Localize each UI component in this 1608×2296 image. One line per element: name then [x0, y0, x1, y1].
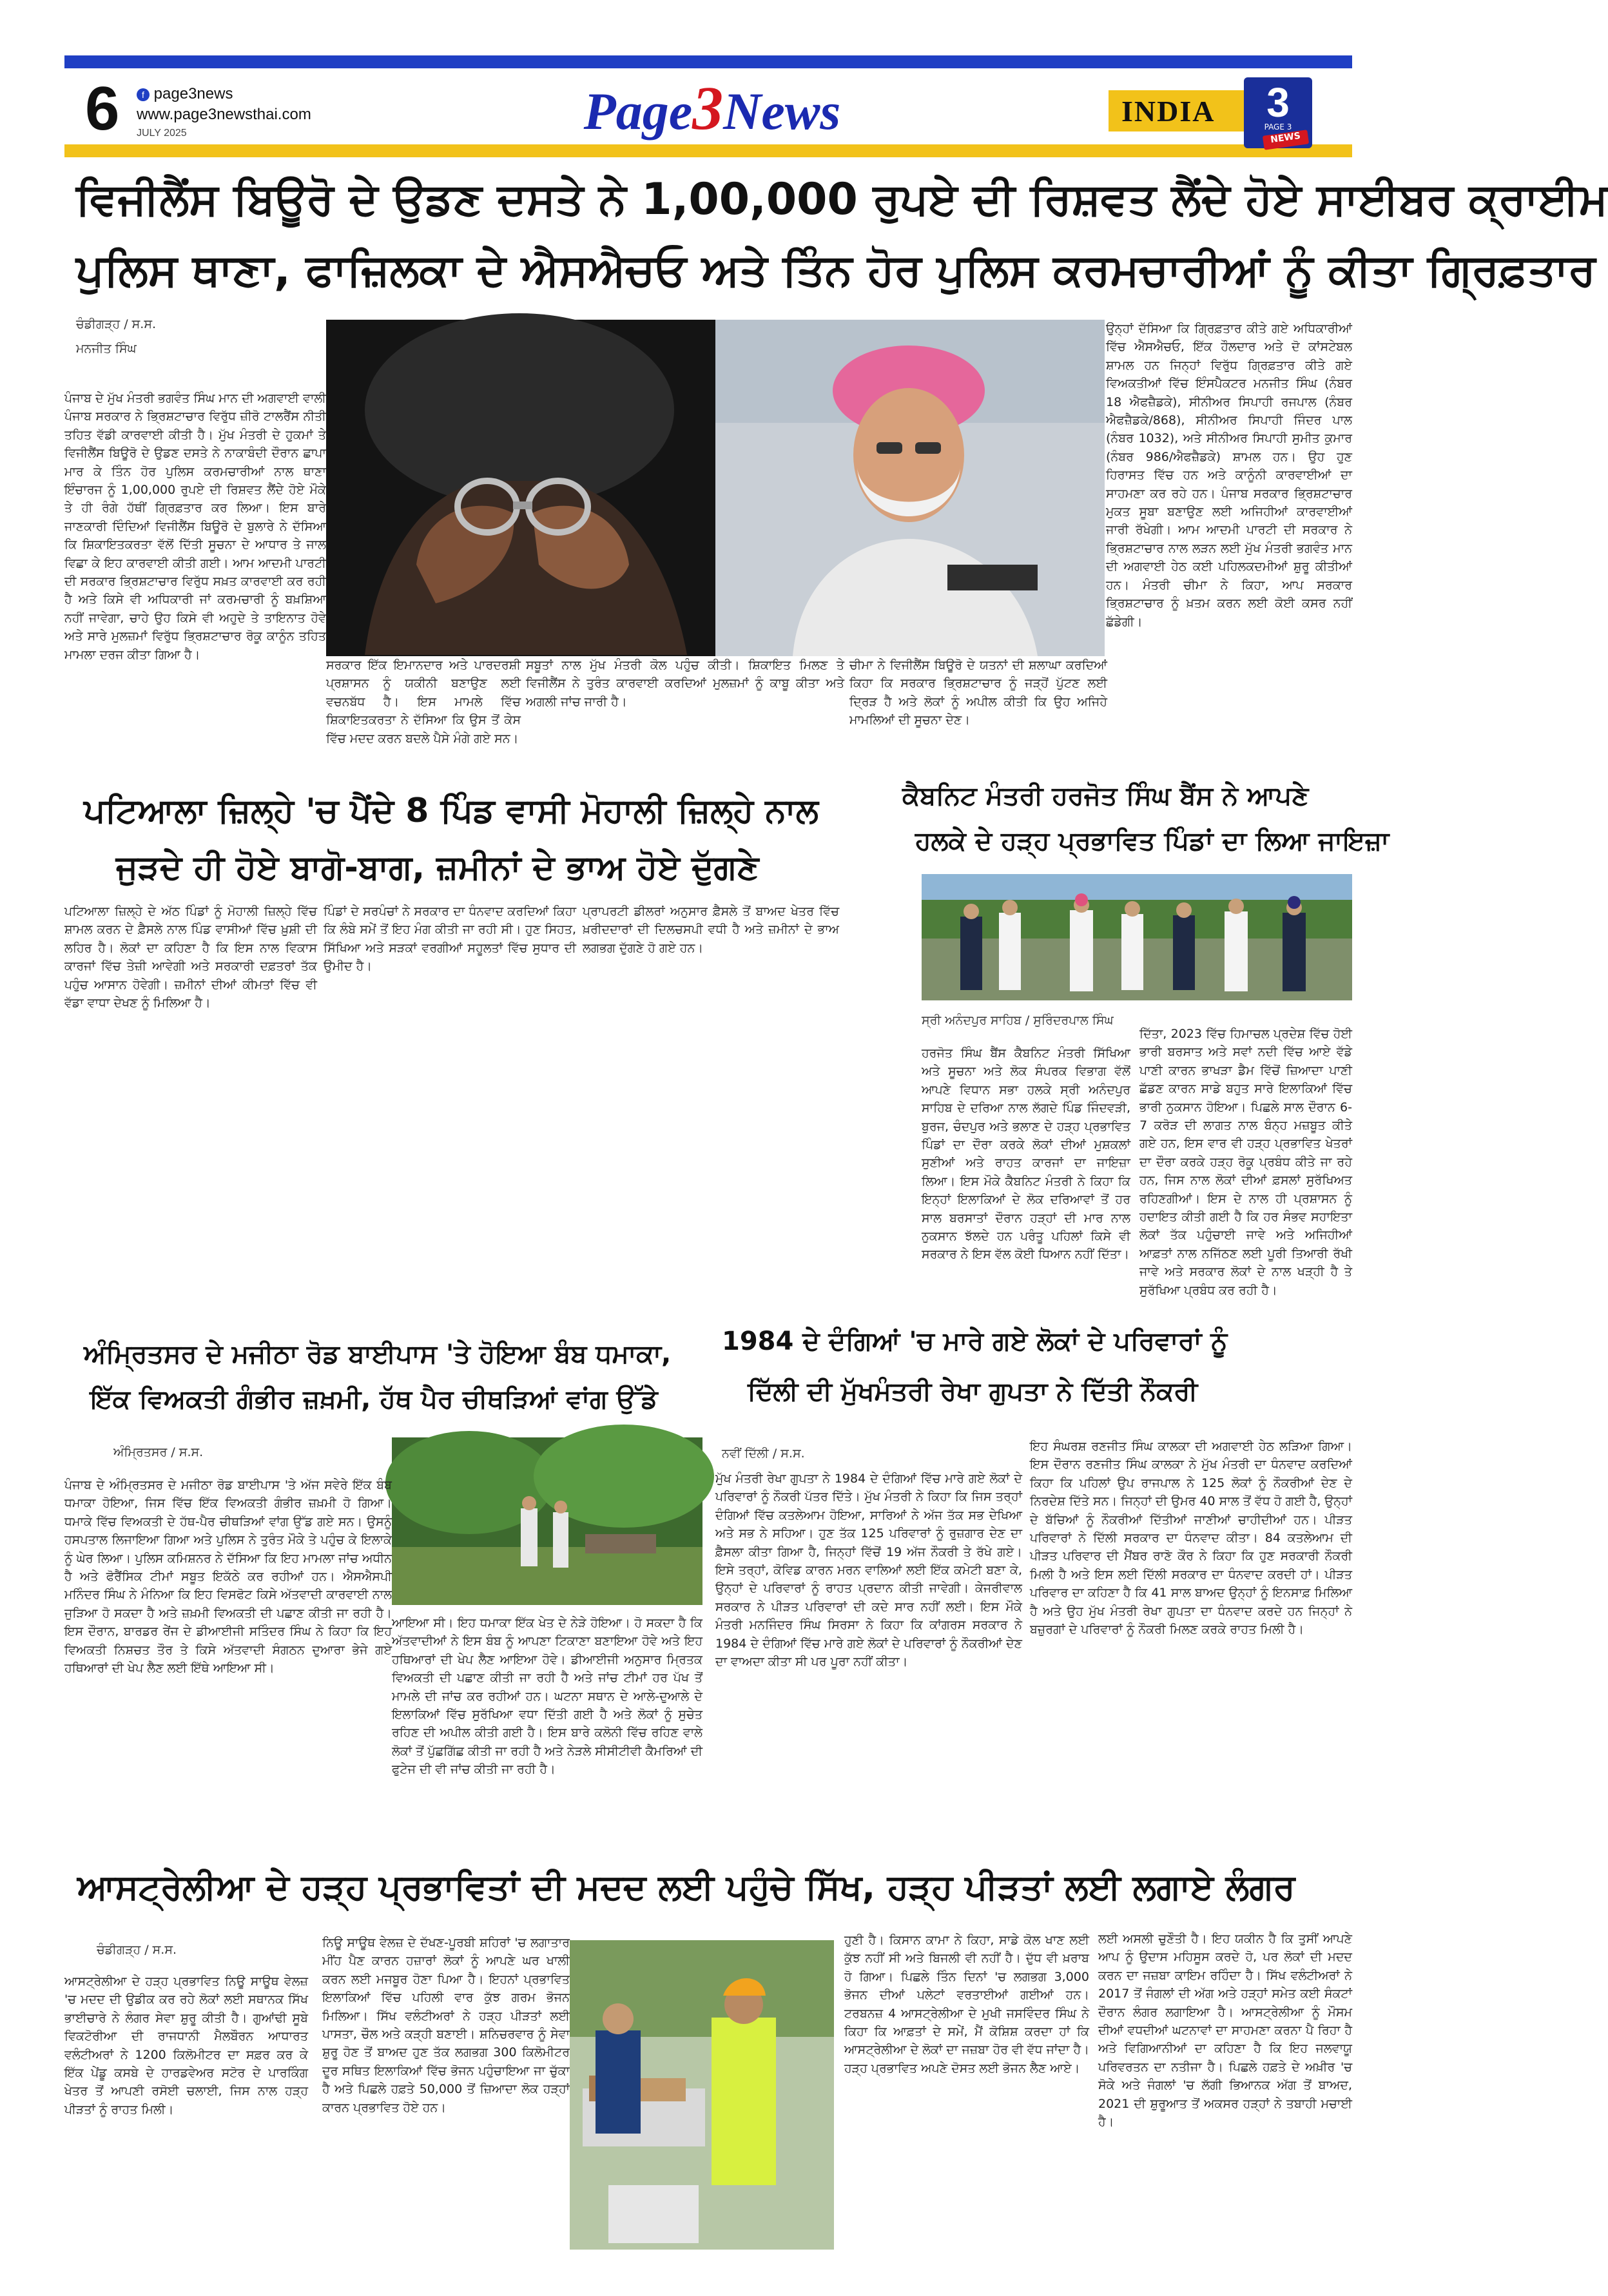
badge-number: 3 — [1266, 79, 1290, 126]
date-line: JULY 2025 — [137, 128, 187, 139]
langar-photo — [570, 1940, 834, 2250]
lead-column-5: ਉਨ੍ਹਾਂ ਦੱਸਿਆ ਕਿ ਗ੍ਰਿਫ਼ਤਾਰ ਕੀਤੇ ਗਏ ਅਧਿਕਾਰੀਆਂ ਵਿੱਚ ਐਸਐਚਓ, ਇੱਕ ਹੌਲਦਾਰ ਅਤੇ ਦੋ ਕਾਂਸਟੇਬਲ ਸ਼ਾਮਲ ਹਨ ਜਿਨ੍ਹਾਂ ਵਿਰੁੱਧ ਗ੍ਰਿਫ਼ਤਾਰ ਕੀਤੇ ਗਏ ਵਿਅਕਤੀਆਂ ਵਿੱਚ ਇੰਸਪੈਕਟਰ ਮਨਜੀਤ ਸਿੰਘ (ਨੰਬਰ 18 ਐਫਜ਼ੈਡਕੇ), ਸੀਨੀਅਰ ਸਿਪਾਹੀ ਰਜਪਾਲ (ਨੰਬਰ ਐਫਜ਼ੈਡਕੇ/868), ਸੀਨੀਅਰ ਸਿਪਾਹੀ ਜਿੰਦਰ ਪਾਲ (ਨੰਬਰ 1032), ਅਤੇ ਸੀਨੀਅਰ ਸਿਪਾਹੀ ਸੁਮੀਤ ਕੁਮਾਰ (ਨੰਬਰ 986/ਐਫਜ਼ੈਡਕੇ) ਸ਼ਾਮਲ ਹਨ। ਉਹ ਹੁਣ ਹਿਰਾਸਤ ਵਿੱਚ ਹਨ ਅਤੇ ਕਾਨੂੰਨੀ ਕਾਰਵਾਈਆਂ ਦਾ ਸਾਹਮਣਾ ਕਰ ਰਹੇ ਹਨ। ਪੰਜਾਬ ਸਰਕਾਰ ਭ੍ਰਿਸ਼ਟਾਚਾਰ ਮੁਕਤ ਸੂਬਾ ਬਣਾਉਣ ਲਈ ਅਜਿਹੀਆਂ ਕਾਰਵਾਈਆਂ ਜਾਰੀ ਰੱਖੇਗੀ। ਆਮ ਆਦਮੀ ਪਾਰਟੀ ਦੀ ਸਰਕਾਰ ਨੇ ਭ੍ਰਿਸ਼ਟਾਚਾਰ ਨਾਲ ਲੜਨ ਲਈ ਮੁੱਖ ਮੰਤਰੀ ਭਗਵੰਤ ਮਾਨ ਦੀ ਅਗਵਾਈ ਹੇਠ ਕਈ ਪਹਿਲਕਦਮੀਆਂ ਸ਼ੁਰੂ ਕੀਤੀਆਂ ਹਨ। ਮੰਤਰੀ ਚੀਮਾ ਨੇ ਕਿਹਾ, ਆਪ ਸਰਕਾਰ ਭ੍ਰਿਸ਼ਟਾਚਾਰ ਨੂੰ ਖ਼ਤਮ ਕਰਨ ਲਈ ਕੋਈ ਕਸਰ ਨਹੀਂ ਛੱਡੇਗੀ। — [1106, 322, 1352, 629]
edition-label: INDIA — [1121, 95, 1216, 128]
australia-dateline: ਚੰਡੀਗੜ੍ਹ / ਸ.ਸ. — [97, 1943, 177, 1957]
badge-news-tag: NEWS — [1263, 130, 1309, 150]
australia-column-2: ਨਿਊ ਸਾਊਥ ਵੇਲਜ਼ ਦੇ ਦੱਖਣ-ਪੂਰਬੀ ਸ਼ਹਿਰਾਂ 'ਚ ਲਗਾਤਾਰ ਮੀਂਹ ਪੈਣ ਕਾਰਨ ਹਜ਼ਾਰਾਂ ਲੋਕਾਂ ਨੂੰ ਆਪਣੇ ਘਰ ਖਾਲੀ ਕਰਨ ਲਈ ਮਜਬੂਰ ਹੋਣਾ ਪਿਆ ਹੈ। ਇਹਨਾਂ ਪ੍ਰਭਾਵਿਤ ਇਲਾਕਿਆਂ ਵਿੱਚ ਪਹਿਲੀ ਵਾਰ ਕੁੱਝ ਗਰਮ ਭੋਜਨ ਮਿਲਿਆ। ਸਿੱਖ ਵਲੰਟੀਅਰਾਂ ਨੇ ਹੜ੍ਹ ਪੀੜਤਾਂ ਲਈ ਪਾਸਤਾ, ਚੌਲ ਅਤੇ ਕੜ੍ਹੀ ਬਣਾਈ। ਸ਼ਨਿਚਰਵਾਰ ਨੂੰ ਸੇਵਾ ਸ਼ੁਰੂ ਹੋਣ ਤੋਂ ਬਾਅਦ ਹੁਣ ਤੱਕ ਲਗਭਗ 300 ਕਿਲੋਮੀਟਰ ਦੂਰ ਸਥਿਤ ਇਲਾਕਿਆਂ ਵਿੱਚ ਭੋਜਨ ਪਹੁੰਚਾਇਆ ਜਾ ਚੁੱਕਾ ਹੈ ਅਤੇ ਪਿਛਲੇ ਹਫ਼ਤੇ 50,000 ਤੋਂ ਜ਼ਿਆਦਾ ਲੋਕ ਹੜ੍ਹਾਂ ਕਾਰਨ ਪ੍ਰਭਾਵਿਤ ਹੋਏ ਹਨ। — [322, 1936, 570, 2115]
riots-dateline: ਨਵੀਂ ਦਿੱਲੀ / ਸ.ਸ. — [722, 1446, 805, 1461]
australia-column-3: ਹੁਣੀ ਹੈ। ਕਿਸਾਨ ਕਾਮਾ ਨੇ ਕਿਹਾ, ਸਾਡੇ ਕੋਲ ਖਾਣ ਲਈ ਕੁੱਝ ਨਹੀਂ ਸੀ ਅਤੇ ਬਿਜਲੀ ਵੀ ਨਹੀਂ ਹੈ। ਦੁੱਧ ਵੀ ਖ਼ਰਾਬ ਹੋ ਗਿਆ। ਪਿਛਲੇ ਤਿੰਨ ਦਿਨਾਂ 'ਚ ਲਗਭਗ 3,000 ਭੋਜਨ ਦੀਆਂ ਪਲੇਟਾਂ ਵਰਤਾਈਆਂ ਗਈਆਂ ਹਨ। ਟਰਬਨਜ਼ 4 ਆਸਟ੍ਰੇਲੀਆ ਦੇ ਮੁਖੀ ਜਸਵਿੰਦਰ ਸਿੰਘ ਨੇ ਕਿਹਾ ਕਿ ਆਫ਼ਤਾਂ ਦੇ ਸਮੇਂ, ਮੈਂ ਕੋਸ਼ਿਸ਼ ਕਰਦਾ ਹਾਂ ਕਿ ਆਸਟ੍ਰੇਲੀਆ ਦੇ ਲੋਕਾਂ ਦਾ ਜਜ਼ਬਾ ਹੋਰ ਵੀ ਵੱਧ ਜਾਂਦਾ ਹੈ। ਹੜ੍ਹ ਪ੍ਰਭਾਵਿਤ ਅਪਣੇ ਦੋਸਤ ਲਈ ਭੋਜਨ ਲੈਣ ਆਏ। — [844, 1933, 1089, 2076]
bains-column-2: ਦਿੱਤਾ, 2023 ਵਿੱਚ ਹਿਮਾਚਲ ਪ੍ਰਦੇਸ਼ ਵਿੱਚ ਹੋਈ ਭਾਰੀ ਬਰਸਾਤ ਅਤੇ ਸਵਾਂ ਨਦੀ ਵਿੱਚ ਆਏ ਵੱਡੇ ਪਾਣੀ ਕਾਰਨ ਭਾਖੜਾ ਡੈਮ ਵਿੱਚੋਂ ਜ਼ਿਆਦਾ ਪਾਣੀ ਛੱਡਣ ਕਾਰਨ ਸਾਡੇ ਬਹੁਤ ਸਾਰੇ ਇਲਾਕਿਆਂ ਵਿੱਚ ਭਾਰੀ ਨੁਕਸਾਨ ਹੋਇਆ। ਪਿਛਲੇ ਸਾਲ ਦੌਰਾਨ 6-7 ਕਰੋੜ ਦੀ ਲਾਗਤ ਨਾਲ ਬੰਨ੍ਹ ਮਜ਼ਬੂਤ ਕੀਤੇ ਗਏ ਹਨ, ਇਸ ਵਾਰ ਵੀ ਹੜ੍ਹ ਪ੍ਰਭਾਵਿਤ ਖੇਤਰਾਂ ਦਾ ਦੌਰਾ ਕਰਕੇ ਹੜ੍ਹ ਰੋਕੂ ਪ੍ਰਬੰਧ ਕੀਤੇ ਜਾ ਰਹੇ ਹਨ, ਜਿਸ ਨਾਲ ਲੋਕਾਂ ਦੀਆਂ ਫ਼ਸਲਾਂ ਸੁਰੱਖਿਅਤ ਰਹਿਣਗੀਆਂ। ਇਸ ਦੇ ਨਾਲ ਹੀ ਪ੍ਰਸ਼ਾਸਨ ਨੂੰ ਹਦਾਇਤ ਕੀਤੀ ਗਈ ਹੈ ਕਿ ਹਰ ਸੰਭਵ ਸਹਾਇਤਾ ਲੋਕਾਂ ਤੱਕ ਪਹੁੰਚਾਈ ਜਾਵੇ ਅਤੇ ਅਜਿਹੀਆਂ ਆਫ਼ਤਾਂ ਨਾਲ ਨਜਿੱਠਣ ਲਈ ਪੂਰੀ ਤਿਆਰੀ ਰੱਖੀ ਜਾਵੇ ਅਤੇ ਸਰਕਾਰ ਲੋਕਾਂ ਦੇ ਨਾਲ ਖੜ੍ਹੀ ਹੈ ਤੇ ਸੁਰੱਖਿਆ ਪ੍ਰਬੰਧ ਕਰ ਰਹੀ ਹੈ। — [1139, 1027, 1352, 1298]
minister-photo — [715, 320, 1105, 656]
patiala-column-3: ਪ੍ਰਾਪਰਟੀ ਡੀਲਰਾਂ ਅਨੁਸਾਰ ਫ਼ੈਸਲੇ ਤੋਂ ਬਾਅਦ ਖੇਤਰ ਵਿੱਚ ਖ਼ਰੀਦਦਾਰਾਂ ਦੀ ਦਿਲਚਸਪੀ ਵਧੀ ਹੈ ਅਤੇ ਜ਼ਮੀਨਾਂ ਦੇ ਭਾਅ ਲਗਭਗ ਦੁੱਗਣੇ ਹੋ ਗਏ ਹਨ। — [583, 904, 839, 955]
patiala-headline-line2: ਜੁੜਦੇ ਹੀ ਹੋਏ ਬਾਗੋ-ਬਾਗ, ਜ਼ਮੀਨਾਂ ਦੇ ਭਾਅ ਹੋਏ ਦੁੱਗਣੇ — [116, 848, 759, 887]
lead-headline-line2: ਪੁਲਿਸ ਥਾਣਾ, ਫਾਜ਼ਿਲਕਾ ਦੇ ਐਸਐਚਓ ਅਤੇ ਤਿੰਨ ਹੋਰ ਪੁਲਿਸ ਕਰਮਚਾਰੀਆਂ ਨੂੰ ਕੀਤਾ ਗ੍ਰਿਫ਼ਤਾਰ — [76, 245, 1596, 296]
patiala-column-1: ਪਟਿਆਲਾ ਜ਼ਿਲ੍ਹੇ ਦੇ ਅੱਠ ਪਿੰਡਾਂ ਨੂੰ ਮੋਹਾਲੀ ਜ਼ਿਲ੍ਹੇ ਵਿੱਚ ਸ਼ਾਮਲ ਕਰਨ ਦੇ ਫ਼ੈਸਲੇ ਨਾਲ ਪਿੰਡ ਵਾਸੀਆਂ ਵਿੱਚ ਖ਼ੁਸ਼ੀ ਦੀ ਲਹਿਰ ਹੈ। ਲੋਕਾਂ ਦਾ ਕਹਿਣਾ ਹੈ ਕਿ ਇਸ ਨਾਲ ਵਿਕਾਸ ਕਾਰਜਾਂ ਵਿੱਚ ਤੇਜ਼ੀ ਆਵੇਗੀ ਅਤੇ ਸਰਕਾਰੀ ਦਫ਼ਤਰਾਂ ਤੱਕ ਪਹੁੰਚ ਆਸਾਨ ਹੋਵੇਗੀ। ਜ਼ਮੀਨਾਂ ਦੀਆਂ ਕੀਮਤਾਂ ਵਿੱਚ ਵੀ ਵੱਡਾ ਵਾਧਾ ਦੇਖਣ ਨੂੰ ਮਿਲਿਆ ਹੈ। — [64, 904, 317, 1011]
bains-column-1: ਹਰਜੋਤ ਸਿੰਘ ਬੈਂਸ ਕੈਬਨਿਟ ਮੰਤਰੀ ਸਿੱਖਿਆ ਅਤੇ ਸੂਚਨਾ ਅਤੇ ਲੋਕ ਸੰਪਰਕ ਵਿਭਾਗ ਵੱਲੋਂ ਆਪਣੇ ਵਿਧਾਨ ਸਭਾ ਹਲਕੇ ਸ੍ਰੀ ਅਨੰਦਪੁਰ ਸਾਹਿਬ ਦੇ ਦਰਿਆ ਨਾਲ ਲੱਗਦੇ ਪਿੰਡ ਜਿੰਦਵੜੀ, ਬੁਰਜ, ਚੰਦਪੁਰ ਅਤੇ ਭਲਾਣ ਦੇ ਹੜ੍ਹ ਪ੍ਰਭਾਵਿਤ ਪਿੰਡਾਂ ਦਾ ਦੌਰਾ ਕਰਕੇ ਲੋਕਾਂ ਦੀਆਂ ਮੁਸ਼ਕਲਾਂ ਸੁਣੀਆਂ ਅਤੇ ਰਾਹਤ ਕਾਰਜਾਂ ਦਾ ਜਾਇਜ਼ਾ ਲਿਆ। ਇਸ ਮੌਕੇ ਕੈਬਨਿਟ ਮੰਤਰੀ ਨੇ ਕਿਹਾ ਕਿ ਇਨ੍ਹਾਂ ਇਲਾਕਿਆਂ ਦੇ ਲੋਕ ਦਰਿਆਵਾਂ ਤੋਂ ਹਰ ਸਾਲ ਬਰਸਾਤਾਂ ਦੌਰਾਨ ਹੜ੍ਹਾਂ ਦੀ ਮਾਰ ਨਾਲ ਨੁਕਸਾਨ ਝੱਲਦੇ ਹਨ ਪਰੰਤੂ ਪਹਿਲਾਂ ਕਿਸੇ ਵੀ ਸਰਕਾਰ ਨੇ ਇਸ ਵੱਲ ਕੋਈ ਧਿਆਨ ਨਹੀਂ ਦਿੱਤਾ। — [922, 1046, 1130, 1262]
bains-headline-line2: ਹਲਕੇ ਦੇ ਹੜ੍ਹ ਪ੍ਰਭਾਵਿਤ ਪਿੰਡਾਂ ਦਾ ਲਿਆ ਜਾਇਜ਼ਾ — [915, 826, 1390, 856]
patiala-headline-line1: ਪਟਿਆਲਾ ਜ਼ਿਲ੍ਹੇ 'ਚ ਪੈਂਦੇ 8 ਪਿੰਡ ਵਾਸੀ ਮੋਹਾਲੀ ਜ਼ਿਲ੍ਹੇ ਨਾਲ — [84, 792, 819, 830]
website-link[interactable]: www.page3newsthai.com — [137, 106, 311, 123]
lead-column-4: ਚੀਮਾ ਨੇ ਵਿਜੀਲੈਂਸ ਬਿਊਰੋ ਦੇ ਯਤਨਾਂ ਦੀ ਸ਼ਲਾਘਾ ਕਰਦਿਆਂ ਕਿਹਾ ਕਿ ਸਰਕਾਰ ਭ੍ਰਿਸ਼ਟਾਚਾਰ ਨੂੰ ਜੜ੍ਹੋਂ ਪੁੱਟਣ ਲਈ ਦ੍ਰਿੜ ਹੈ ਅਤੇ ਲੋਕਾਂ ਨੂੰ ਅਪੀਲ ਕੀਤੀ ਕਿ ਉਹ ਅਜਿਹੇ ਮਾਮਲਿਆਂ ਦੀ ਸੂਚਨਾ ਦੇਣ। — [849, 658, 1107, 728]
flood-visit-photo — [922, 874, 1352, 1000]
patiala-column-2: ਪਿੰਡਾਂ ਦੇ ਸਰਪੰਚਾਂ ਨੇ ਸਰਕਾਰ ਦਾ ਧੰਨਵਾਦ ਕਰਦਿਆਂ ਕਿਹਾ ਕਿ ਲੰਬੇ ਸਮੇਂ ਤੋਂ ਇਹ ਮੰਗ ਕੀਤੀ ਜਾ ਰਹੀ ਸੀ। ਹੁਣ ਸਿਹਤ, ਸਿੱਖਿਆ ਅਤੇ ਸੜਕਾਂ ਵਰਗੀਆਂ ਸਹੂਲਤਾਂ ਵਿੱਚ ਸੁਧਾਰ ਦੀ ਉਮੀਦ ਹੈ। — [324, 904, 576, 974]
amritsar-dateline: ਅੰਮ੍ਰਿਤਸਰ / ਸ.ਸ. — [113, 1445, 204, 1459]
lead-dateline: ਚੰਡੀਗੜ੍ਹ / ਸ.ਸ. — [76, 317, 157, 331]
riots-headline-line2: ਦਿੱਲੀ ਦੀ ਮੁੱਖਮੰਤਰੀ ਰੇਖਾ ਗੁਪਤਾ ਨੇ ਦਿੱਤੀ ਨੌਕਰੀ — [748, 1377, 1198, 1406]
masthead-info — [64, 68, 311, 144]
facebook-icon: f — [137, 88, 150, 101]
page-number: 6 — [85, 74, 120, 143]
handcuffs-photo — [326, 320, 715, 656]
riots-column-1: ਮੁੱਖ ਮੰਤਰੀ ਰੇਖਾ ਗੁਪਤਾ ਨੇ 1984 ਦੇ ਦੰਗਿਆਂ ਵਿੱਚ ਮਾਰੇ ਗਏ ਲੋਕਾਂ ਦੇ ਪਰਿਵਾਰਾਂ ਨੂੰ ਨੌਕਰੀ ਪੱਤਰ ਦਿੱਤੇ। ਮੁੱਖ ਮੰਤਰੀ ਨੇ ਕਿਹਾ ਕਿ ਜਿਸ ਤਰ੍ਹਾਂ ਦੰਗਿਆਂ ਵਿੱਚ ਕਤਲੇਆਮ ਹੋਇਆ, ਸਾਰਿਆਂ ਨੇ ਅੱਜ ਤੱਕ ਸਭ ਦੇਖਿਆ ਅਤੇ ਸਭ ਨੇ ਸਹਿਆ। ਹੁਣ ਤੱਕ 125 ਪਰਿਵਾਰਾਂ ਨੂੰ ਰੁਜ਼ਗਾਰ ਦੇਣ ਦਾ ਫ਼ੈਸਲਾ ਕੀਤਾ ਗਿਆ ਹੈ, ਜਿਨ੍ਹਾਂ ਵਿੱਚੋਂ 19 ਅੱਜ ਨੌਕਰੀ ਤੇ ਰੱਖੇ ਗਏ। ਇਸੇ ਤਰ੍ਹਾਂ, ਕੋਵਿਡ ਕਾਰਨ ਮਰਨ ਵਾਲਿਆਂ ਲਈ ਇੱਕ ਕਮੇਟੀ ਬਣਾ ਕੇ, ਉਨ੍ਹਾਂ ਦੇ ਪਰਿਵਾਰਾਂ ਨੂੰ ਰਾਹਤ ਪ੍ਰਦਾਨ ਕੀਤੀ ਜਾਵੇਗੀ। ਕੇਜਰੀਵਾਲ ਸਰਕਾਰ ਨੇ ਪੀੜਤ ਪਰਿਵਾਰਾਂ ਦੀ ਕਦੇ ਸਾਰ ਨਹੀਂ ਲਈ। ਇਸ ਮੌਕੇ ਮੰਤਰੀ ਮਨਜਿੰਦਰ ਸਿੰਘ ਸਿਰਸਾ ਨੇ ਕਿਹਾ ਕਿ ਕਾਂਗਰਸ ਸਰਕਾਰ ਨੇ 1984 ਦੇ ਦੰਗਿਆਂ ਵਿੱਚ ਮਾਰੇ ਗਏ ਲੋਕਾਂ ਦੇ ਪਰਿਵਾਰਾਂ ਨੂੰ ਨੌਕਰੀਆਂ ਦੇਣ ਦਾ ਵਾਅਦਾ ਕੀਤਾ ਸੀ ਪਰ ਪੂਰਾ ਨਹੀਂ ਕੀਤਾ। — [715, 1472, 1022, 1669]
lead-column-3: ਸਬੂਤਾਂ ਨਾਲ ਮੁੱਖ ਮੰਤਰੀ ਕੋਲ ਪਹੁੰਚ ਕੀਤੀ। ਸ਼ਿਕਾਇਤ ਮਿਲਣ ਤੇ ਵਿਜੀਲੈਂਸ ਨੇ ਤੁਰੰਤ ਕਾਰਵਾਈ ਕਰਦਿਆਂ ਮੁਲਜ਼ਮਾਂ ਨੂੰ ਕਾਬੂ ਕੀਤਾ ਅਤੇ ਅਗਲੀ ਜਾਂਚ ਜਾਰੀ ਹੈ। — [526, 658, 844, 709]
lead-reporter: ਮਨਜੀਤ ਸਿੰਘ — [76, 342, 137, 356]
australia-headline: ਆਸਟ੍ਰੇਲੀਆ ਦੇ ਹੜ੍ਹ ਪ੍ਰਭਾਵਿਤਾਂ ਦੀ ਮਦਦ ਲਈ ਪਹੁੰਚੇ ਸਿੱਖ, ਹੜ੍ਹ ਪੀੜਤਾਂ ਲਈ ਲਗਾਏ ਲੰਗਰ — [77, 1867, 1295, 1907]
riots-headline-line1: 1984 ਦੇ ਦੰਗਿਆਂ 'ਚ ਮਾਰੇ ਗਏ ਲੋਕਾਂ ਦੇ ਪਰਿਵਾਰਾਂ ਨੂੰ — [722, 1327, 1228, 1356]
riots-column-2: ਇਹ ਸੰਘਰਸ਼ ਰਣਜੀਤ ਸਿੰਘ ਕਾਲਕਾ ਦੀ ਅਗਵਾਈ ਹੇਠ ਲੜਿਆ ਗਿਆ। ਇਸ ਦੌਰਾਨ ਰਣਜੀਤ ਸਿੰਘ ਕਾਲਕਾ ਨੇ ਮੁੱਖ ਮੰਤਰੀ ਦਾ ਧੰਨਵਾਦ ਕਰਦਿਆਂ ਕਿਹਾ ਕਿ ਪਹਿਲਾਂ ਉਪ ਰਾਜਪਾਲ ਨੇ 125 ਲੋਕਾਂ ਨੂੰ ਨੌਕਰੀਆਂ ਦੇਣ ਦੇ ਨਿਰਦੇਸ਼ ਦਿੱਤੇ ਸਨ। ਜਿਨ੍ਹਾਂ ਦੀ ਉਮਰ 40 ਸਾਲ ਤੋਂ ਵੱਧ ਹੋ ਗਈ ਹੈ, ਉਨ੍ਹਾਂ ਦੇ ਬੱਚਿਆਂ ਨੂੰ ਨੌਕਰੀਆਂ ਦਿੱਤੀਆਂ ਜਾਣੀਆਂ ਚਾਹੀਦੀਆਂ ਹਨ। ਪੀੜਤ ਪਰਿਵਾਰਾਂ ਨੇ ਦਿੱਲੀ ਸਰਕਾਰ ਦਾ ਧੰਨਵਾਦ ਕੀਤਾ। 84 ਕਤਲੇਆਮ ਦੀ ਪੀੜਤ ਪਰਿਵਾਰ ਦੀ ਮੈਂਬਰ ਰਾਣੋ ਕੌਰ ਨੇ ਕਿਹਾ ਕਿ ਹੁਣ ਸਰਕਾਰੀ ਨੌਕਰੀ ਮਿਲੀ ਹੈ ਅਤੇ ਇਸ ਲਈ ਦਿੱਲੀ ਸਰਕਾਰ ਦਾ ਧੰਨਵਾਦ ਕਰਦੀ ਹਾਂ। ਪੀੜਤ ਪਰਿਵਾਰ ਦਾ ਕਹਿਣਾ ਹੈ ਕਿ 41 ਸਾਲ ਬਾਅਦ ਉਨ੍ਹਾਂ ਨੂੰ ਇਨਸਾਫ਼ ਮਿਲਿਆ ਹੈ ਅਤੇ ਉਹ ਮੁੱਖ ਮੰਤਰੀ ਰੇਖਾ ਗੁਪਤਾ ਦਾ ਧੰਨਵਾਦ ਕਰਦੇ ਹਨ ਜਿਨ੍ਹਾਂ ਨੇ ਬਜ਼ੁਰਗਾਂ ਦੇ ਪਰਿਵਾਰਾਂ ਨੂੰ ਨੌਕਰੀ ਮਿਲਣ ਕਰਕੇ ਰਾਹਤ ਮਿਲੀ ਹੈ। — [1030, 1439, 1352, 1637]
newspaper-logo: Page3News — [583, 73, 841, 142]
bains-byline: ਸ੍ਰੀ ਅਨੰਦਪੁਰ ਸਾਹਿਬ / ਸੁਰਿੰਦਰਪਾਲ ਸਿੰਘ — [922, 1013, 1114, 1027]
page3-badge-logo — [1244, 77, 1312, 148]
lead-column-2: ਸਰਕਾਰ ਇੱਕ ਇਮਾਨਦਾਰ ਅਤੇ ਪਾਰਦਰਸ਼ੀ ਪ੍ਰਸ਼ਾਸਨ ਨੂੰ ਯਕੀਨੀ ਬਣਾਉਣ ਲਈ ਵਚਨਬੱਧ ਹੈ। ਇਸ ਮਾਮਲੇ ਵਿੱਚ ਸ਼ਿਕਾਇਤਕਰਤਾ ਨੇ ਦੱਸਿਆ ਕਿ ਉਸ ਤੋਂ ਕੇਸ ਵਿੱਚ ਮਦਦ ਕਰਨ ਬਦਲੇ ਪੈਸੇ ਮੰਗੇ ਗਏ ਸਨ। — [326, 658, 521, 746]
australia-column-4: ਲਈ ਅਸਲੀ ਚੁਣੌਤੀ ਹੈ। ਇਹ ਯਕੀਨ ਹੈ ਕਿ ਤੁਸੀਂ ਆਪਣੇ ਆਪ ਨੂੰ ਉਦਾਸ ਮਹਿਸੂਸ ਕਰਦੇ ਹੋ, ਪਰ ਲੋਕਾਂ ਦੀ ਮਦਦ ਕਰਨ ਦਾ ਜਜ਼ਬਾ ਕਾਇਮ ਰਹਿੰਦਾ ਹੈ। ਸਿੱਖ ਵਲੰਟੀਅਰਾਂ ਨੇ 2017 ਤੋਂ ਜੰਗਲਾਂ ਦੀ ਅੱਗ ਅਤੇ ਹੜ੍ਹਾਂ ਸਮੇਤ ਕਈ ਸੰਕਟਾਂ ਦੌਰਾਨ ਲੰਗਰ ਲਗਾਇਆ ਹੈ। ਆਸਟ੍ਰੇਲੀਆ ਨੂੰ ਮੌਸਮ ਦੀਆਂ ਵਧਦੀਆਂ ਘਟਨਾਵਾਂ ਦਾ ਸਾਹਮਣਾ ਕਰਨਾ ਪੈ ਰਿਹਾ ਹੈ ਅਤੇ ਵਿਗਿਆਨੀਆਂ ਦਾ ਕਹਿਣਾ ਹੈ ਕਿ ਇਹ ਜਲਵਾਯੂ ਪਰਿਵਰਤਨ ਦਾ ਨਤੀਜਾ ਹੈ। ਪਿਛਲੇ ਹਫ਼ਤੇ ਦੇ ਅਖ਼ੀਰ 'ਚ ਸੋਕੇ ਅਤੇ ਜੰਗਲਾਂ 'ਚ ਲੱਗੀ ਭਿਆਨਕ ਅੱਗ ਤੋਂ ਬਾਅਦ, 2021 ਦੀ ਸ਼ੁਰੂਆਤ ਤੋਂ ਅਕਸਰ ਹੜ੍ਹਾਂ ਨੇ ਤਬਾਹੀ ਮਚਾਈ ਹੈ। — [1098, 1932, 1352, 2130]
amritsar-headline-line2: ਇੱਕ ਵਿਅਕਤੀ ਗੰਭੀਰ ਜ਼ਖ਼ਮੀ, ਹੱਥ ਪੈਰ ਚੀਥੜਿਆਂ ਵਾਂਗ ਉੱਡੇ — [90, 1385, 658, 1414]
australia-column-1: ਆਸਟ੍ਰੇਲੀਆ ਦੇ ਹੜ੍ਹ ਪ੍ਰਭਾਵਿਤ ਨਿਊ ਸਾਊਥ ਵੇਲਜ਼ 'ਚ ਮਦਦ ਦੀ ਉਡੀਕ ਕਰ ਰਹੇ ਲੋਕਾਂ ਲਈ ਸਥਾਨਕ ਸਿੱਖ ਭਾਈਚਾਰੇ ਨੇ ਲੰਗਰ ਸੇਵਾ ਸ਼ੁਰੂ ਕੀਤੀ ਹੈ। ਗੁਆਂਢੀ ਸੂਬੇ ਵਿਕਟੋਰੀਆ ਦੀ ਰਾਜਧਾਨੀ ਮੈਲਬੌਰਨ ਆਧਾਰਤ ਵਲੰਟੀਅਰਾਂ ਨੇ 1200 ਕਿਲੋਮੀਟਰ ਦਾ ਸਫ਼ਰ ਕਰ ਕੇ ਇੱਕ ਪੇਂਡੂ ਕਸਬੇ ਦੇ ਹਾਰਡਵੇਅਰ ਸਟੋਰ ਦੇ ਪਾਰਕਿੰਗ ਖੇਤਰ ਤੋਂ ਆਪਣੀ ਰਸੋਈ ਚਲਾਈ, ਜਿਸ ਨਾਲ ਹੜ੍ਹ ਪੀੜਤਾਂ ਨੂੰ ਰਾਹਤ ਮਿਲੀ। — [64, 1974, 308, 2117]
amritsar-column-1: ਪੰਜਾਬ ਦੇ ਅੰਮ੍ਰਿਤਸਰ ਦੇ ਮਜੀਠਾ ਰੋਡ ਬਾਈਪਾਸ 'ਤੇ ਅੱਜ ਸਵੇਰੇ ਇੱਕ ਬੰਬ ਧਮਾਕਾ ਹੋਇਆ, ਜਿਸ ਵਿੱਚ ਇੱਕ ਵਿਅਕਤੀ ਗੰਭੀਰ ਜ਼ਖ਼ਮੀ ਹੋ ਗਿਆ। ਧਮਾਕੇ ਵਿੱਚ ਵਿਅਕਤੀ ਦੇ ਹੱਥ-ਪੈਰ ਚੀਥੜਿਆਂ ਵਾਂਗ ਉੱਡ ਗਏ ਸਨ। ਉਸਨੂੰ ਹਸਪਤਾਲ ਲਿਜਾਇਆ ਗਿਆ ਅਤੇ ਪੁਲਿਸ ਨੇ ਤੁਰੰਤ ਮੌਕੇ ਤੇ ਪਹੁੰਚ ਕੇ ਇਲਾਕੇ ਨੂੰ ਘੇਰ ਲਿਆ। ਪੁਲਿਸ ਕਮਿਸ਼ਨਰ ਨੇ ਦੱਸਿਆ ਕਿ ਇਹ ਮਾਮਲਾ ਜਾਂਚ ਅਧੀਨ ਹੈ ਅਤੇ ਫੋਰੈਂਸਿਕ ਟੀਮਾਂ ਸਬੂਤ ਇਕੱਠੇ ਕਰ ਰਹੀਆਂ ਹਨ। ਐਸਐਸਪੀ ਮਨਿੰਦਰ ਸਿੰਘ ਨੇ ਮੰਨਿਆ ਕਿ ਇਹ ਵਿਸਫੋਟ ਕਿਸੇ ਅੱਤਵਾਦੀ ਕਾਰਵਾਈ ਨਾਲ ਜੁੜਿਆ ਹੋ ਸਕਦਾ ਹੈ ਅਤੇ ਜ਼ਖ਼ਮੀ ਵਿਅਕਤੀ ਦੀ ਪਛਾਣ ਕੀਤੀ ਜਾ ਰਹੀ ਹੈ। ਇਸ ਦੌਰਾਨ, ਬਾਰਡਰ ਰੇਂਜ ਦੇ ਡੀਆਈਜੀ ਸਤਿੰਦਰ ਸਿੰਘ ਨੇ ਕਿਹਾ ਕਿ ਇਹ ਵਿਅਕਤੀ ਨਿਸ਼ਚਤ ਤੌਰ ਤੇ ਕਿਸੇ ਅੱਤਵਾਦੀ ਸੰਗਠਨ ਦੁਆਰਾ ਭੇਜੇ ਗਏ ਹਥਿਆਰਾਂ ਦੀ ਖੇਪ ਲੈਣ ਲਈ ਇੱਥੇ ਆਇਆ ਸੀ। — [64, 1478, 392, 1676]
masthead — [64, 55, 1352, 157]
amritsar-headline-line1: ਅੰਮ੍ਰਿਤਸਰ ਦੇ ਮਜੀਠਾ ਰੋਡ ਬਾਈਪਾਸ 'ਤੇ ਹੋਇਆ ਬੰਬ ਧਮਾਕਾ, — [84, 1339, 672, 1369]
social-handle[interactable]: f page3news — [137, 85, 233, 103]
blast-site-photo — [392, 1437, 702, 1605]
lead-column-1: ਪੰਜਾਬ ਦੇ ਮੁੱਖ ਮੰਤਰੀ ਭਗਵੰਤ ਸਿੰਘ ਮਾਨ ਦੀ ਅਗਵਾਈ ਵਾਲੀ ਪੰਜਾਬ ਸਰਕਾਰ ਨੇ ਭ੍ਰਿਸ਼ਟਾਚਾਰ ਵਿਰੁੱਧ ਜ਼ੀਰੋ ਟਾਲਰੈਂਸ ਨੀਤੀ ਤਹਿਤ ਵੱਡੀ ਕਾਰਵਾਈ ਕੀਤੀ ਹੈ। ਮੁੱਖ ਮੰਤਰੀ ਦੇ ਹੁਕਮਾਂ ਤੇ ਵਿਜੀਲੈਂਸ ਬਿਊਰੋ ਦੇ ਉਡਣ ਦਸਤੇ ਨੇ ਨਾਕਾਬੰਦੀ ਦੌਰਾਨ ਛਾਪਾ ਮਾਰ ਕੇ ਤਿੰਨ ਹੋਰ ਪੁਲਿਸ ਕਰਮਚਾਰੀਆਂ ਨਾਲ ਥਾਣਾ ਇੰਚਾਰਜ ਨੂੰ 1,00,000 ਰੁਪਏ ਦੀ ਰਿਸ਼ਵਤ ਲੈਂਦੇ ਹੋਏ ਮੌਕੇ ਤੇ ਹੀ ਰੰਗੇ ਹੱਥੀਂ ਗ੍ਰਿਫ਼ਤਾਰ ਕਰ ਲਿਆ। ਇਸ ਬਾਰੇ ਜਾਣਕਾਰੀ ਦਿੰਦਿਆਂ ਵਿਜੀਲੈਂਸ ਬਿਊਰੋ ਦੇ ਬੁਲਾਰੇ ਨੇ ਦੱਸਿਆ ਕਿ ਸ਼ਿਕਾਇਤਕਰਤਾ ਵੱਲੋਂ ਦਿੱਤੀ ਸੂਚਨਾ ਦੇ ਆਧਾਰ ਤੇ ਜਾਲ ਵਿਛਾ ਕੇ ਇਹ ਕਾਰਵਾਈ ਕੀਤੀ ਗਈ। ਆਮ ਆਦਮੀ ਪਾਰਟੀ ਦੀ ਸਰਕਾਰ ਭ੍ਰਿਸ਼ਟਾਚਾਰ ਵਿਰੁੱਧ ਸਖ਼ਤ ਕਾਰਵਾਈ ਕਰ ਰਹੀ ਹੈ ਅਤੇ ਕਿਸੇ ਵੀ ਅਧਿਕਾਰੀ ਜਾਂ ਕਰਮਚਾਰੀ ਨੂੰ ਬਖ਼ਸ਼ਿਆ ਨਹੀਂ ਜਾਵੇਗਾ, ਚਾਹੇ ਉਹ ਕਿਸੇ ਵੀ ਅਹੁਦੇ ਤੇ ਤਾਇਨਾਤ ਹੋਵੇ ਅਤੇ ਸਾਰੇ ਮੁਲਜ਼ਮਾਂ ਵਿਰੁੱਧ ਭ੍ਰਿਸ਼ਟਾਚਾਰ ਰੋਕੂ ਕਾਨੂੰਨ ਤਹਿਤ ਮਾਮਲਾ ਦਰਜ ਕੀਤਾ ਗਿਆ ਹੈ। — [64, 391, 326, 662]
amritsar-column-2: ਆਇਆ ਸੀ। ਇਹ ਧਮਾਕਾ ਇੱਕ ਖੇਤ ਦੇ ਨੇੜੇ ਹੋਇਆ। ਹੋ ਸਕਦਾ ਹੈ ਕਿ ਅੱਤਵਾਦੀਆਂ ਨੇ ਇਸ ਬੰਬ ਨੂੰ ਆਪਣਾ ਟਿਕਾਣਾ ਬਣਾਇਆ ਹੋਵੇ ਅਤੇ ਇਹ ਹਥਿਆਰਾਂ ਦੀ ਖੇਪ ਲੈਣ ਆਇਆ ਹੋਵੇ। ਡੀਆਈਜੀ ਅਨੁਸਾਰ ਮ੍ਰਿਤਕ ਵਿਅਕਤੀ ਦੀ ਪਛਾਣ ਕੀਤੀ ਜਾ ਰਹੀ ਹੈ ਅਤੇ ਜਾਂਚ ਟੀਮਾਂ ਹਰ ਪੱਖ ਤੋਂ ਮਾਮਲੇ ਦੀ ਜਾਂਚ ਕਰ ਰਹੀਆਂ ਹਨ। ਘਟਨਾ ਸਥਾਨ ਦੇ ਆਲੇ-ਦੁਆਲੇ ਦੇ ਇਲਾਕਿਆਂ ਵਿੱਚ ਸੁਰੱਖਿਆ ਵਧਾ ਦਿੱਤੀ ਗਈ ਹੈ ਅਤੇ ਲੋਕਾਂ ਨੂੰ ਸੁਚੇਤ ਰਹਿਣ ਦੀ ਅਪੀਲ ਕੀਤੀ ਗਈ ਹੈ। ਇਸ ਬਾਰੇ ਕਲੋਨੀ ਵਿੱਚ ਰਹਿਣ ਵਾਲੇ ਲੋਕਾਂ ਤੋਂ ਪੁੱਛਗਿੱਛ ਕੀਤੀ ਜਾ ਰਹੀ ਹੈ ਅਤੇ ਨੇੜਲੇ ਸੀਸੀਟੀਵੀ ਕੈਮਰਿਆਂ ਦੀ ਫੁਟੇਜ ਦੀ ਵੀ ਜਾਂਚ ਕੀਤੀ ਜਾ ਰਹੀ ਹੈ। — [392, 1616, 702, 1777]
badge-subtitle: PAGE 3 — [1264, 122, 1292, 131]
bains-headline-line1: ਕੈਬਨਿਟ ਮੰਤਰੀ ਹਰਜੋਤ ਸਿੰਘ ਬੈਂਸ ਨੇ ਆਪਣੇ — [902, 781, 1309, 811]
lead-headline-line1: ਵਿਜੀਲੈਂਸ ਬਿਊਰੋ ਦੇ ਉਡਣ ਦਸਤੇ ਨੇ 1,00,000 ਰੁਪਏ ਦੀ ਰਿਸ਼ਵਤ ਲੈਂਦੇ ਹੋਏ ਸਾਈਬਰ ਕ੍ਰਾਈਮ — [76, 174, 1608, 225]
